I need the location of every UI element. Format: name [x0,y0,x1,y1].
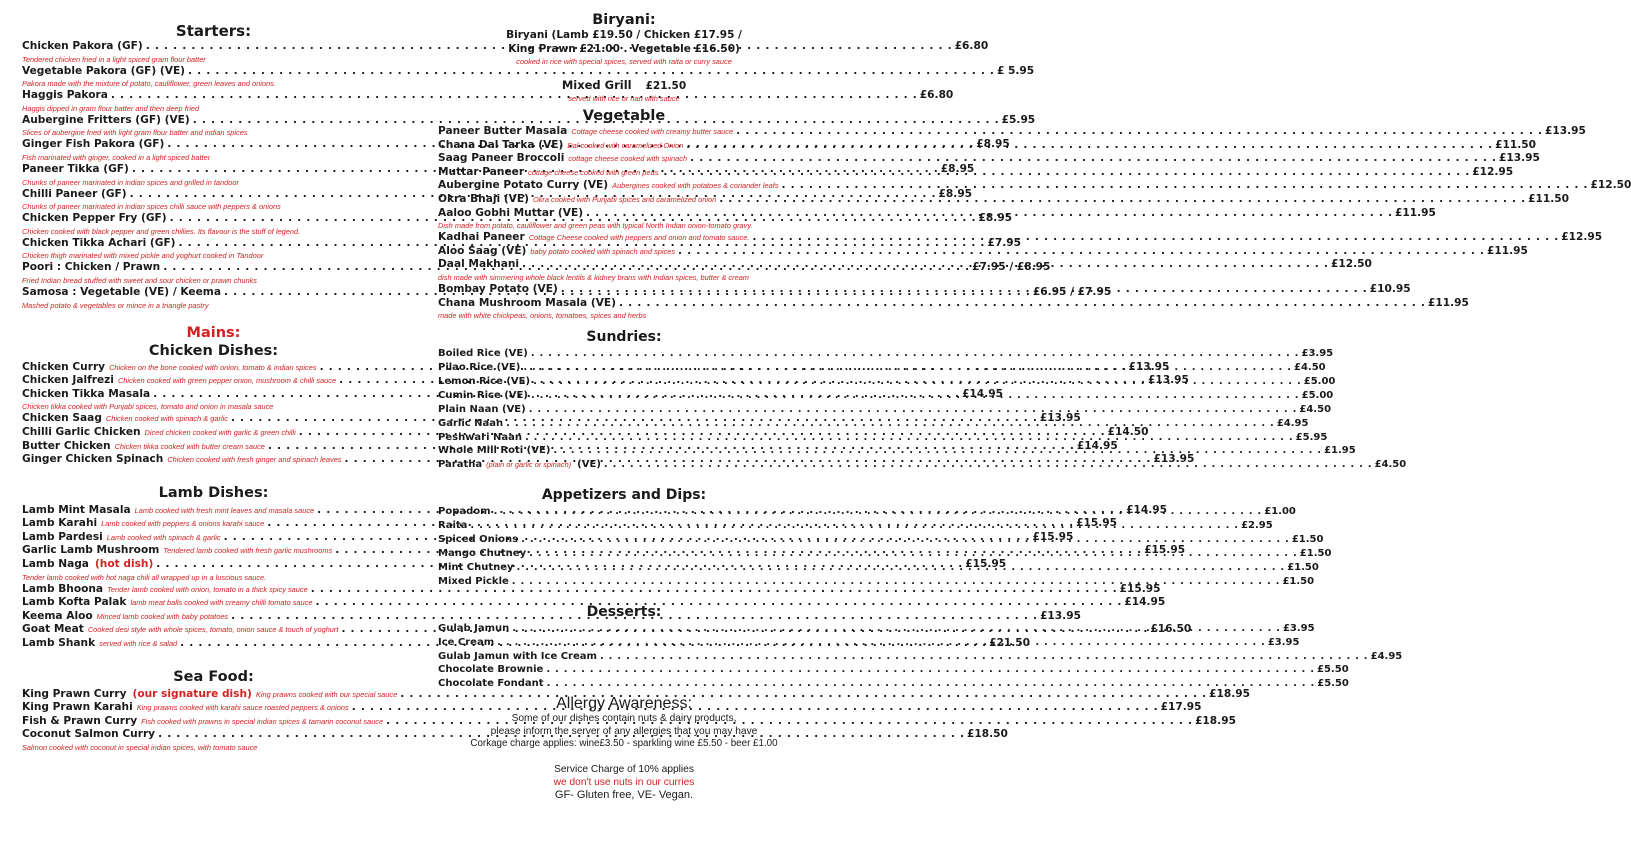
item-price: £8.95 [976,138,1010,151]
item-name: Chicken Tikka Achari (GF) [22,236,176,249]
allergy-heading: Allergy Awareness: [556,695,692,713]
item-price: £11.95 [1394,206,1436,219]
item-name: Chilli Paneer (GF) [22,187,127,200]
corkage-charge: Corkage charge applies: wine£3.50 - sparkling wine £5.50 - beer £1.00 [470,738,778,750]
item-inline-description: (plain or garlic or spinach) [486,460,572,470]
item-name: Lamb Naga [22,558,89,571]
mixed-grill-price: £21.50 [645,80,687,92]
item-inline-description: Chicken cooked with fresh ginger and spinach leaves [167,455,342,465]
item-inline-description: Cottage Cheese cooked with peppers and onion and tomato sauce. [528,233,750,243]
item-description: Chunks of paneer marinated in indian spices chilli sauce with peppers & onions [22,202,281,212]
item-price: £6.80 [954,40,989,52]
dot-leader [517,561,1285,575]
allergy-line-1: Some of our dishes contain nuts & dairy products, [511,713,737,725]
dot-leader [678,245,1484,259]
item-name: Peshwari Naan [438,431,522,443]
item-name: Chana Dal Tarka (VE) [438,138,564,151]
item-price: £1.50 [1282,575,1315,587]
menu-item [438,403,1332,417]
item-name: Paratha [438,459,483,471]
dot-leader [547,677,1315,691]
dot-leader [619,297,1425,311]
service-charge: Service Charge of 10% applies [554,764,694,776]
dot-leader [470,519,1238,533]
item-name: Butter Chicken [22,439,111,452]
item-name: Chicken Curry [22,360,106,373]
item-price: £3.95 [1301,348,1334,360]
item-price: £18.50 [967,728,1008,741]
item-description: Chicken cooked with black pepper and green chillies. Its flavour is the stuff of legend. [22,226,301,236]
dot-leader [494,505,1262,519]
item-price: £10.95 [1369,282,1411,295]
item-name: Mango Chutney [438,548,527,559]
item-name: Keema Aloo [22,609,93,622]
item-name: Mixed Pickle [438,575,509,587]
dot-leader [512,575,1280,589]
item-inline-description: Lamb cooked with peppers & onions karahi sauce [101,519,265,529]
item-tag: (our signature dish) [132,687,252,700]
item-name: Samosa : Vegetable (VE) / Keema [22,285,221,298]
item-name: Whole Mill Roti (VE) [438,445,551,457]
dot-leader [600,650,1368,664]
item-name: Vegetable Pakora (GF) (VE) [22,64,186,77]
item-suffix: (VE) [577,459,601,471]
menu-item [438,650,1403,664]
dot-leader [686,139,1492,153]
item-inline-description: Minced lamb cooked with baby potatoes [96,611,229,621]
item-price: £15.95 [1144,544,1186,557]
item-price: £18.95 [1209,687,1251,700]
dot-leader [752,231,1558,245]
dot-leader [719,193,1525,207]
item-inline-description: Aubergines cooked with potatoes & coriander leafs [612,181,779,191]
item-price: £5.95 [1295,431,1328,443]
item-inline-description: baby potato cooked with spinach and spices [530,246,676,256]
item-inline-description: King prawns cooked with karahi sauce roasted peppers & onions [136,703,349,713]
desserts-heading: Desserts: [586,603,662,620]
dot-leader [522,258,1328,272]
item-price: £1.95 [1324,445,1356,457]
item-price: £13.95 [1153,453,1195,466]
item-name: Popadom [438,506,491,518]
item-price: £13.95 [1128,360,1170,373]
item-name: Chana Mushroom Masala (VE) [438,296,617,309]
item-name: Lamb Pardesi [22,530,103,543]
dot-leader [506,417,1274,431]
chicken-dishes-heading: Chicken Dishes: [148,342,279,359]
biryani-description: cooked in rice with special spices, served with raita or curry sauce [516,57,732,66]
dot-leader [529,403,1297,417]
menu-item [22,596,1166,610]
item-description: Chicken tikka cooked with Punjabi spices, tomato and onion in masala sauce [22,402,274,412]
item-price: £12.95 [1472,165,1514,178]
item-name: Poori : Chicken / Prawn [22,261,161,274]
item-name: Cumin Rice (VE) [438,389,528,401]
item-name: Chicken Pepper Fry (GF) [22,212,167,225]
item-name: Garlic Naan [438,417,504,429]
item-name: Fish & Prawn Curry [22,714,138,727]
item-inline-description: Lamb cooked with spinach & garlic [106,532,221,542]
item-name: King Prawn Karahi [22,701,133,714]
item-price: £15.95 [965,558,1007,571]
item-description: Fish marinated with ginger, cooked in a light spiced batter [22,152,211,162]
dot-leader [531,347,1299,361]
item-name: Chilli Garlic Chicken [22,425,141,438]
item-name: Garlic Lamb Mushroom [22,544,160,557]
mixed-grill-description: served with rice or nan with sauce [568,94,680,103]
item-price: £5.50 [1317,678,1349,690]
item-price: £13.95 [1545,125,1586,137]
item-price: £5.95 [1001,113,1036,126]
sundries-heading: Sundries: [586,329,662,346]
item-description: Salmon cooked with coconut in special indian spices, with tomato sauce [22,743,258,752]
dot-leader [586,207,1392,221]
item-name: Lemon Rice (VE) [438,375,531,387]
menu-item [22,687,1251,702]
no-nuts-note: we don't use nuts in our curries [553,776,695,788]
item-name: Haggis Pakora [22,89,108,102]
dot-leader [604,458,1372,472]
dot-leader [546,663,1314,677]
item-price: £2.95 [1241,520,1273,532]
item-inline-description: Fish cooked with prawns in special indian spices & tamarin coconut sauce [141,716,384,726]
menu-item [438,179,1631,193]
item-price: £15.95 [1119,582,1161,595]
item-inline-description: Chicken cooked with green pepper onion, mushroom & chilli sauce [117,376,337,386]
item-name: Bombay Potato (VE) [438,282,558,295]
item-price: £7.95 [987,236,1021,249]
item-name: Aubergine Potato Curry (VE) [438,179,609,192]
item-name: Aaloo Gobhi Muttar (VE) [438,206,584,219]
item-inline-description: Tender lamb cooked with onion, tomato in a thick spicy sauce [107,584,308,594]
item-name: Chocolate Fondant [438,678,544,690]
item-price: £17.95 [1160,701,1202,714]
item-name: King Prawn Curry [22,687,127,700]
item-price: £ 5.95 [996,64,1035,77]
item-inline-description: Chicken cooked with spinach & garlic [105,414,228,424]
item-inline-description: cottage cheese cooked with spinach [568,154,688,164]
item-description: Chicken thigh marinated with mixed pickle and yoghurt cooked in Tandoor [22,251,264,261]
item-name: Gulab Jamun [438,622,510,634]
item-price: £11.50 [1495,138,1537,151]
item-name: Okra Bhaji (VE) [438,192,529,205]
item-name: Muttar Paneer [438,165,525,178]
item-price: £15.95 [1032,530,1074,543]
menu-item [438,677,1349,691]
item-name: Boiled Rice (VE) [438,348,528,360]
item-inline-description: Chicken on the bone cooked with onion, tomato & indian spices [109,362,317,372]
item-name: Lamb Karahi [22,517,98,530]
menu-item [22,582,1161,597]
mains-heading: Mains: [186,324,241,341]
item-name: Ginger Chicken Spinach [22,453,164,466]
biryani-prices-line2: King Prawn £21.00 . Vegetable £16.50) [508,42,740,55]
dot-leader [497,636,1265,650]
item-name: Goat Meat [22,623,84,636]
item-tag: (hot dish) [94,558,154,571]
item-name: Paneer Tikka (GF) [22,162,129,175]
appetizers-heading: Appetizers and Dips: [541,487,707,504]
item-inline-description: served with rice & salad [99,639,178,649]
item-name: Lamb Kofta Palak [22,596,127,609]
item-name: Plain Naan (VE) [438,403,526,415]
item-price: £4.50 [1299,403,1332,415]
item-name: Mint Chutney [438,561,514,573]
dot-leader [533,375,1301,389]
dot-leader [521,530,1289,547]
item-price: £7.95 / £8.95 [972,261,1051,274]
item-price: £11.50 [1528,192,1570,205]
item-price: £14.95 [1126,503,1167,516]
dietary-legend: GF- Gluten free, VE- Vegan. [554,789,694,802]
item-name: Lamb Bhoona [22,582,104,595]
item-price: £8.95 [978,212,1013,225]
dot-leader [525,431,1293,445]
item-price: £4.95 [1276,417,1309,429]
item-inline-description: Lamb cooked with fresh mint leaves and masala sauce [134,505,315,515]
menu-item [438,244,1528,259]
item-price: £12.50 [1590,179,1631,192]
item-name: Paneer Butter Masala [438,125,568,137]
item-name: Spiced Onions [438,534,519,546]
item-name: Raita [438,520,468,532]
sea-food-heading: Sea Food: [173,668,254,685]
item-inline-description: Chicken tikka cooked with butter cream sauce [114,441,265,451]
allergy-line-2: please inform the server of any allergies that you may have [490,725,758,737]
item-inline-description: King prawns cooked with our special sauce [255,689,398,699]
item-price: £14.50 [1107,425,1149,438]
item-price: £4.95 [1370,650,1403,662]
item-price: £4.50 [1374,459,1407,471]
item-name: Gulab Jamun with Ice Cream [438,650,597,662]
item-description: Haggis dipped in gram flour batter and then deep fried [22,103,200,113]
menu-item [438,152,1540,166]
item-price: £5.00 [1301,389,1334,401]
item-price: £5.50 [1317,664,1349,676]
menu-item [438,663,1349,677]
item-description: Dish made from potato, cauliflower and green peas with typical North Indian onion-tomato gravy. [438,221,753,231]
item-price: £15.95 [1076,517,1118,530]
item-name: Chicken Tikka Masala [22,387,151,400]
item-name: Coconut Salmon Curry [22,728,156,741]
item-description: Mashed potato & vegetables or mince in a triangle pastry [22,300,209,310]
item-price: £12.95 [1561,231,1603,244]
menu-item [438,347,1334,361]
item-inline-description: cottage cheese cooked with green peas. [528,167,661,177]
item-name: Chicken Pakora (GF) [22,40,143,52]
menu-item [438,296,1469,311]
item-price: £11.95 [1427,296,1469,309]
item-name: Chicken Saag [22,412,102,425]
item-price: £1.50 [1291,534,1324,546]
item-price: £8.95 [938,187,973,200]
dot-leader [553,444,1321,458]
dot-leader [690,152,1496,166]
item-name: Ice Cream [438,636,495,648]
item-price: £14.95 [1124,596,1166,609]
item-inline-description: lamb meat balls cooked with creamy chilli tomato sauce [130,598,313,608]
item-name: Aubergine Fritters (GF) (VE) [22,113,190,126]
dot-leader [782,179,1588,193]
item-description: Slices of aubergine fried with light gram flour batter and indian spices [22,128,248,138]
item-description: Tendered chicken fried in a light spiced gram flour batter [22,54,206,64]
item-price: £13.95 [1040,609,1081,622]
item-name: Pilao Rice (VE) [438,362,521,374]
item-name: Lamb Shank [22,637,96,650]
dot-leader [663,166,1469,180]
item-price: £13.95 [1039,412,1081,425]
item-description: Fried Indian bread stuffed with sweet and sour chicken or prawn chunks [22,275,257,285]
item-price: £14.95 [1076,439,1118,452]
mixed-grill [438,78,810,93]
lamb-dishes-heading: Lamb Dishes: [158,484,269,501]
item-name: Saag Paneer Broccoli [438,152,565,165]
item-price: £21.50 [989,637,1030,650]
item-price: £13.95 [1148,374,1189,387]
biryani-heading: Biryani: [592,12,656,28]
biryani-prices-line1: Biryani (Lamb £19.50 / Chicken £17.95 / [506,29,742,41]
item-price: £3.95 [1267,636,1300,648]
item-price: £14.95 [962,387,1003,400]
item-description: made with white chickpeas, onions, tomatoes, spices and herbs [438,311,647,321]
item-price: £4.50 [1294,362,1326,374]
item-inline-description: Cottage cheese cooked with creamy butter sauce [571,127,734,136]
item-name: Lamb Mint Masala [22,503,131,516]
item-name: Aloo Saag (VE) [438,244,527,257]
dot-leader [531,389,1299,403]
item-description: Pakora made with the mixture of potato, cauliflower, green leaves and onions. [22,79,276,89]
item-inline-description: Cooked desi style with whole spices, tomato, onion sauce & touch of yoghurt [87,625,339,635]
item-name: Ginger Fish Pakora (GF) [22,138,165,151]
item-price: £6.80 [919,89,954,102]
item-description: dish made with simmering whole black lentils & kidney brans with Indian spices, butter & cream [438,272,749,282]
item-description: Tender lamb cooked with hot naga chili all wrapped up in a luscious sauce. [22,572,267,582]
item-price: £5.00 [1303,375,1336,387]
item-price: £1.50 [1287,561,1319,573]
dot-leader [512,622,1280,636]
dot-leader [523,361,1291,375]
item-name: Kadhai Paneer [438,231,525,244]
item-price: £1.00 [1264,506,1296,518]
item-price: £12.50 [1330,258,1372,271]
item-inline-description: Tendered lamb cooked with fresh garlic mushrooms [163,546,333,556]
item-price: £3.95 [1282,622,1315,634]
item-name: Daal Makhani [438,258,520,271]
menu-item [438,125,1586,139]
item-price: £11.95 [1486,244,1528,257]
vegetable-heading: Vegetable [582,108,666,124]
item-inline-description: Okra cooked with Punjabi spices and caramelized onion [532,194,717,204]
menu-item [22,64,1035,79]
item-inline-description: Diced chicken cooked with garlic & green chilli [144,427,296,437]
dot-leader [736,125,1542,139]
item-price: £18.95 [1195,714,1236,727]
mixed-grill-name: Mixed Grill [561,78,632,92]
item-price: £1.50 [1299,548,1332,559]
item-name: Chicken Jalfrezi [22,374,114,387]
item-price: £8.95 [940,162,975,175]
item-price: £13.95 [1499,152,1540,165]
item-price: £16.50 [1150,623,1192,636]
starters-heading: Starters: [175,22,252,40]
item-description: Chunks of paneer marinated in indian spices and grilled in tandoor [22,177,239,187]
dot-leader [529,547,1297,561]
item-name: Chocolate Brownie [438,664,544,676]
item-price: £6.95 / £7.95 [1032,285,1112,298]
dot-leader [561,283,1367,297]
item-inline-description: Dal cooked with caramelized Onion [567,140,684,150]
